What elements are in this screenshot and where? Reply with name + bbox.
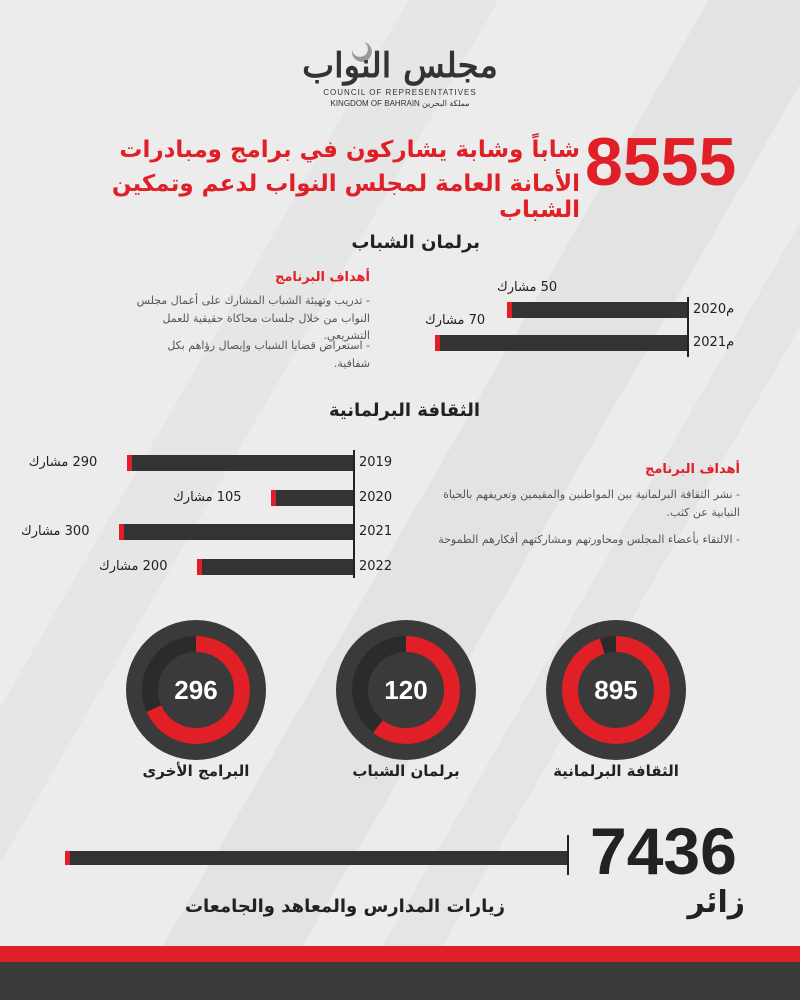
year-label: 2019 (359, 455, 393, 470)
bar-tip (119, 524, 124, 540)
data-label: 300 مشارك (21, 524, 90, 539)
bar (127, 455, 353, 471)
year-label: 2022 (359, 558, 393, 574)
hero-headline-1: شاباً وشابة يشاركون في برامج ومبادرات (119, 137, 580, 163)
section-title-youth-parliament: برلمان الشباب (351, 232, 480, 253)
bar (197, 559, 353, 575)
logo-subtitle: KINGDOM OF BAHRAIN مملكة البحرين (330, 99, 470, 108)
bar-tip (197, 559, 202, 575)
bar-tip (271, 490, 276, 506)
bar-tip (507, 302, 512, 318)
visits-unit: زائر (687, 885, 745, 920)
donut-value: 895 (594, 675, 638, 705)
bar (119, 524, 353, 540)
chart-axis (567, 835, 569, 875)
donut-category-label: الثقافة البرلمانية (553, 762, 679, 780)
data-label: 105 مشارك (173, 489, 242, 505)
goal-item: - استعراض قضايا الشباب وإيصال رؤاهم بكل شفافية. (167, 339, 370, 370)
data-label: 50 مشارك (497, 280, 558, 295)
year-label: 2021م (693, 335, 735, 350)
goals-title: أهداف البرنامج (645, 462, 740, 477)
footer-red-band (0, 946, 800, 962)
goals-title: أهداف البرنامج (275, 270, 370, 285)
bar (507, 302, 687, 318)
donut-category-label: البرامج الأخرى (142, 762, 250, 780)
visits-caption: زيارات المدارس والمعاهد والجامعات (184, 896, 505, 917)
bar (65, 851, 567, 865)
hero-number: 8555 (585, 124, 737, 200)
goal-item: - الالتقاء بأعضاء المجلس ومحاورتهم ومشاركتهم أفكارهم الطموحة (438, 533, 740, 546)
visits-number: 7436 (590, 814, 737, 888)
chart-axis (687, 297, 689, 357)
bar-tip (127, 455, 132, 471)
bar-tip (435, 335, 440, 351)
donut-chart (541, 615, 691, 765)
hero-headline-2: الأمانة العامة لمجلس النواب لدعم وتمكين الشباب (111, 171, 580, 223)
goal-item: - تدريب وتهيئة الشباب المشارك على أعمال مجلس النواب من خلال جلسات محاكاة حقيقية للعمل التشريعي. (136, 294, 370, 343)
donut-chart (331, 615, 481, 765)
bar (271, 490, 353, 506)
chart-axis (353, 450, 355, 578)
donut-category-label: برلمان الشباب (352, 762, 460, 780)
year-label: 2020 (359, 489, 393, 505)
data-label: 200 مشارك (99, 558, 168, 574)
bar-tip (65, 851, 70, 865)
year-label: 2020م (693, 302, 735, 317)
section-title-parliamentary-culture: الثقافة البرلمانية (328, 400, 480, 421)
bar (435, 335, 687, 351)
goal-item: - نشر الثقافة البرلمانية بين المواطنين والمقيمين وتعريفهم بالحياة النيابية عن كثب. (443, 488, 740, 519)
footer-dark-band (0, 962, 800, 1000)
data-label: 290 مشارك (28, 455, 98, 470)
data-label: 70 مشارك (425, 313, 486, 328)
donut-chart (121, 615, 271, 765)
year-label: 2021 (359, 524, 393, 539)
donut-value: 120 (384, 675, 428, 705)
logo-arabic: مجلس النواب (302, 46, 498, 86)
logo-english: COUNCIL OF REPRESENTATIVES (323, 88, 477, 97)
donut-value: 296 (174, 675, 218, 705)
